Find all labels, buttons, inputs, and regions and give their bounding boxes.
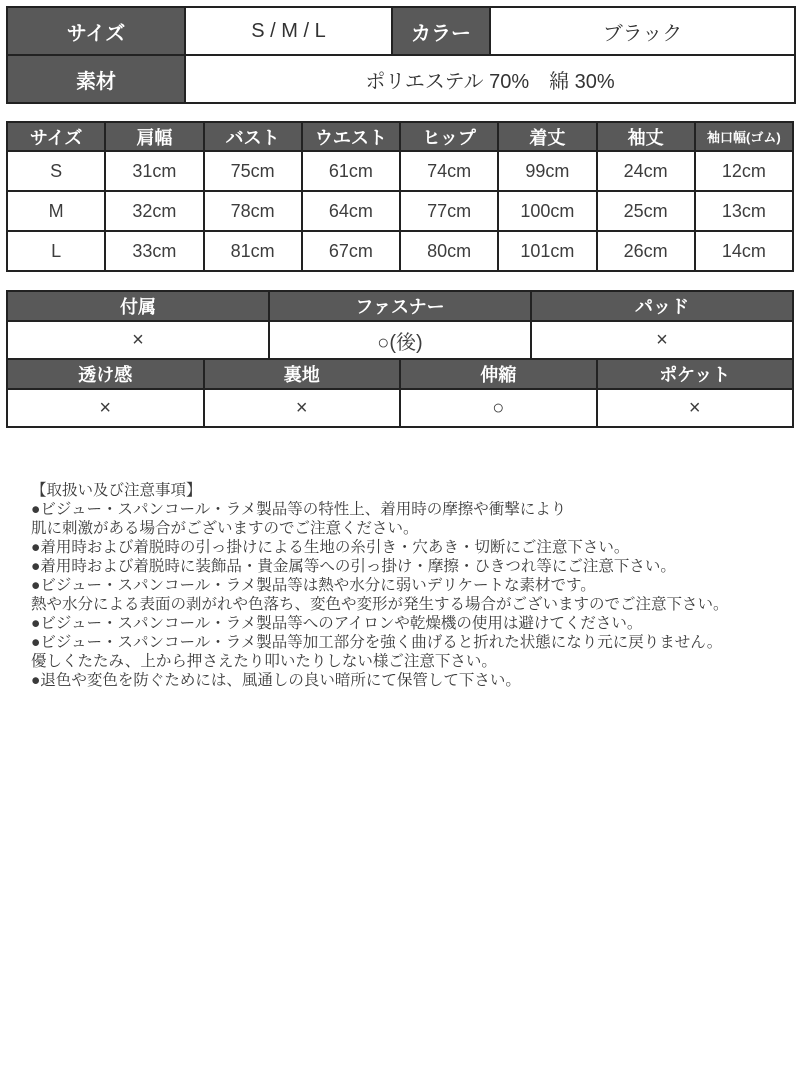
spec-header-pad: パッド (531, 291, 793, 321)
cell: 100cm (498, 191, 596, 231)
cell: 101cm (498, 231, 596, 271)
cell: 31cm (105, 151, 203, 191)
notes-line: ●ビジュー・スパンコール・ラメ製品等の特性上、着用時の摩擦や衝撃により (31, 501, 567, 518)
spec-value-sheer: × (7, 389, 204, 427)
spec2-header-row (7, 359, 793, 389)
spec-header-stretch: 伸縮 (400, 359, 597, 389)
notes-line: ●ビジュー・スパンコール・ラメ製品等は熱や水分に弱いデリケートな素材です。 (31, 577, 596, 594)
product-info-table (6, 6, 796, 104)
handling-notes (31, 481, 800, 690)
cell: 80cm (400, 231, 498, 271)
spec-value-stretch: ○ (400, 389, 597, 427)
col-header-bust: バスト (204, 122, 302, 151)
cell: S (7, 151, 105, 191)
spec1-value-row (7, 321, 793, 359)
color-label: カラー (392, 7, 490, 55)
cell: 77cm (400, 191, 498, 231)
size-value: S / M / L (185, 7, 392, 55)
cell: 61cm (302, 151, 400, 191)
notes-line: ●ビジュー・スパンコール・ラメ製品等へのアイロンや乾燥機の使用は避けてください。 (31, 615, 643, 632)
spec-value-fuzoku: × (7, 321, 269, 359)
cell: 14cm (695, 231, 793, 271)
cell: 74cm (400, 151, 498, 191)
size-label: サイズ (7, 7, 185, 55)
product-info-row-2 (7, 55, 795, 103)
col-header-hip: ヒップ (400, 122, 498, 151)
table-row-size-l (7, 231, 793, 271)
material-value: ポリエステル 70% 綿 30% (185, 55, 795, 103)
cell: 64cm (302, 191, 400, 231)
color-value: ブラック (490, 7, 795, 55)
cell: L (7, 231, 105, 271)
spec-table-accessories (6, 290, 794, 360)
cell: 13cm (695, 191, 793, 231)
notes-line: ●退色や変色を防ぐためには、風通しの良い暗所にて保管して下さい。 (31, 672, 521, 689)
notes-line: 熱や水分による表面の剥がれや色落ち、変色や変形が発生する場合がございますのでご注意下さい。 (31, 596, 729, 613)
spec-table-fabric (6, 358, 794, 428)
notes-line: ●着用時および着脱時の引っ掛けによる生地の糸引き・穴あき・切断にご注意下さい。 (31, 539, 630, 556)
col-header-shoulder: 肩幅 (105, 122, 203, 151)
cell: 75cm (204, 151, 302, 191)
spec-header-sheer: 透け感 (7, 359, 204, 389)
col-header-length: 着丈 (498, 122, 596, 151)
spec-header-lining: 裏地 (204, 359, 401, 389)
spec-value-pocket: × (597, 389, 794, 427)
cell: 81cm (204, 231, 302, 271)
spec-header-pocket: ポケット (597, 359, 794, 389)
cell: 33cm (105, 231, 203, 271)
notes-line: 肌に刺激がある場合がございますのでご注意ください。 (31, 520, 419, 537)
notes-line: ●ビジュー・スパンコール・ラメ製品等加工部分を強く曲げると折れた状態になり元に戻りません。 (31, 634, 723, 651)
spec2-value-row (7, 389, 793, 427)
cell: M (7, 191, 105, 231)
col-header-size: サイズ (7, 122, 105, 151)
notes-line: 優しくたたみ、上から押さえたり叩いたりしない様ご注意下さい。 (31, 653, 497, 670)
product-info-row-1 (7, 7, 795, 55)
cell: 99cm (498, 151, 596, 191)
spec-header-fastener: ファスナー (269, 291, 531, 321)
material-label: 素材 (7, 55, 185, 103)
cell: 26cm (597, 231, 695, 271)
spec-value-fastener: ○(後) (269, 321, 531, 359)
cell: 67cm (302, 231, 400, 271)
table-row-size-m (7, 191, 793, 231)
cell: 12cm (695, 151, 793, 191)
cell: 32cm (105, 191, 203, 231)
cell: 24cm (597, 151, 695, 191)
col-header-sleeve: 袖丈 (597, 122, 695, 151)
col-header-waist: ウエスト (302, 122, 400, 151)
size-chart-table (6, 121, 794, 272)
col-header-cuff: 袖口幅(ゴム) (695, 122, 793, 151)
notes-title: 【取扱い及び注意事項】 (31, 482, 202, 499)
spec1-header-row (7, 291, 793, 321)
table-row-size-s (7, 151, 793, 191)
spec-value-pad: × (531, 321, 793, 359)
spec-header-fuzoku: 付属 (7, 291, 269, 321)
cell: 25cm (597, 191, 695, 231)
spec-value-lining: × (204, 389, 401, 427)
notes-line: ●着用時および着脱時に装飾品・貴金属等への引っ掛け・摩擦・ひきつれ等にご注意下さい。 (31, 558, 676, 575)
size-chart-header-row (7, 122, 793, 151)
cell: 78cm (204, 191, 302, 231)
